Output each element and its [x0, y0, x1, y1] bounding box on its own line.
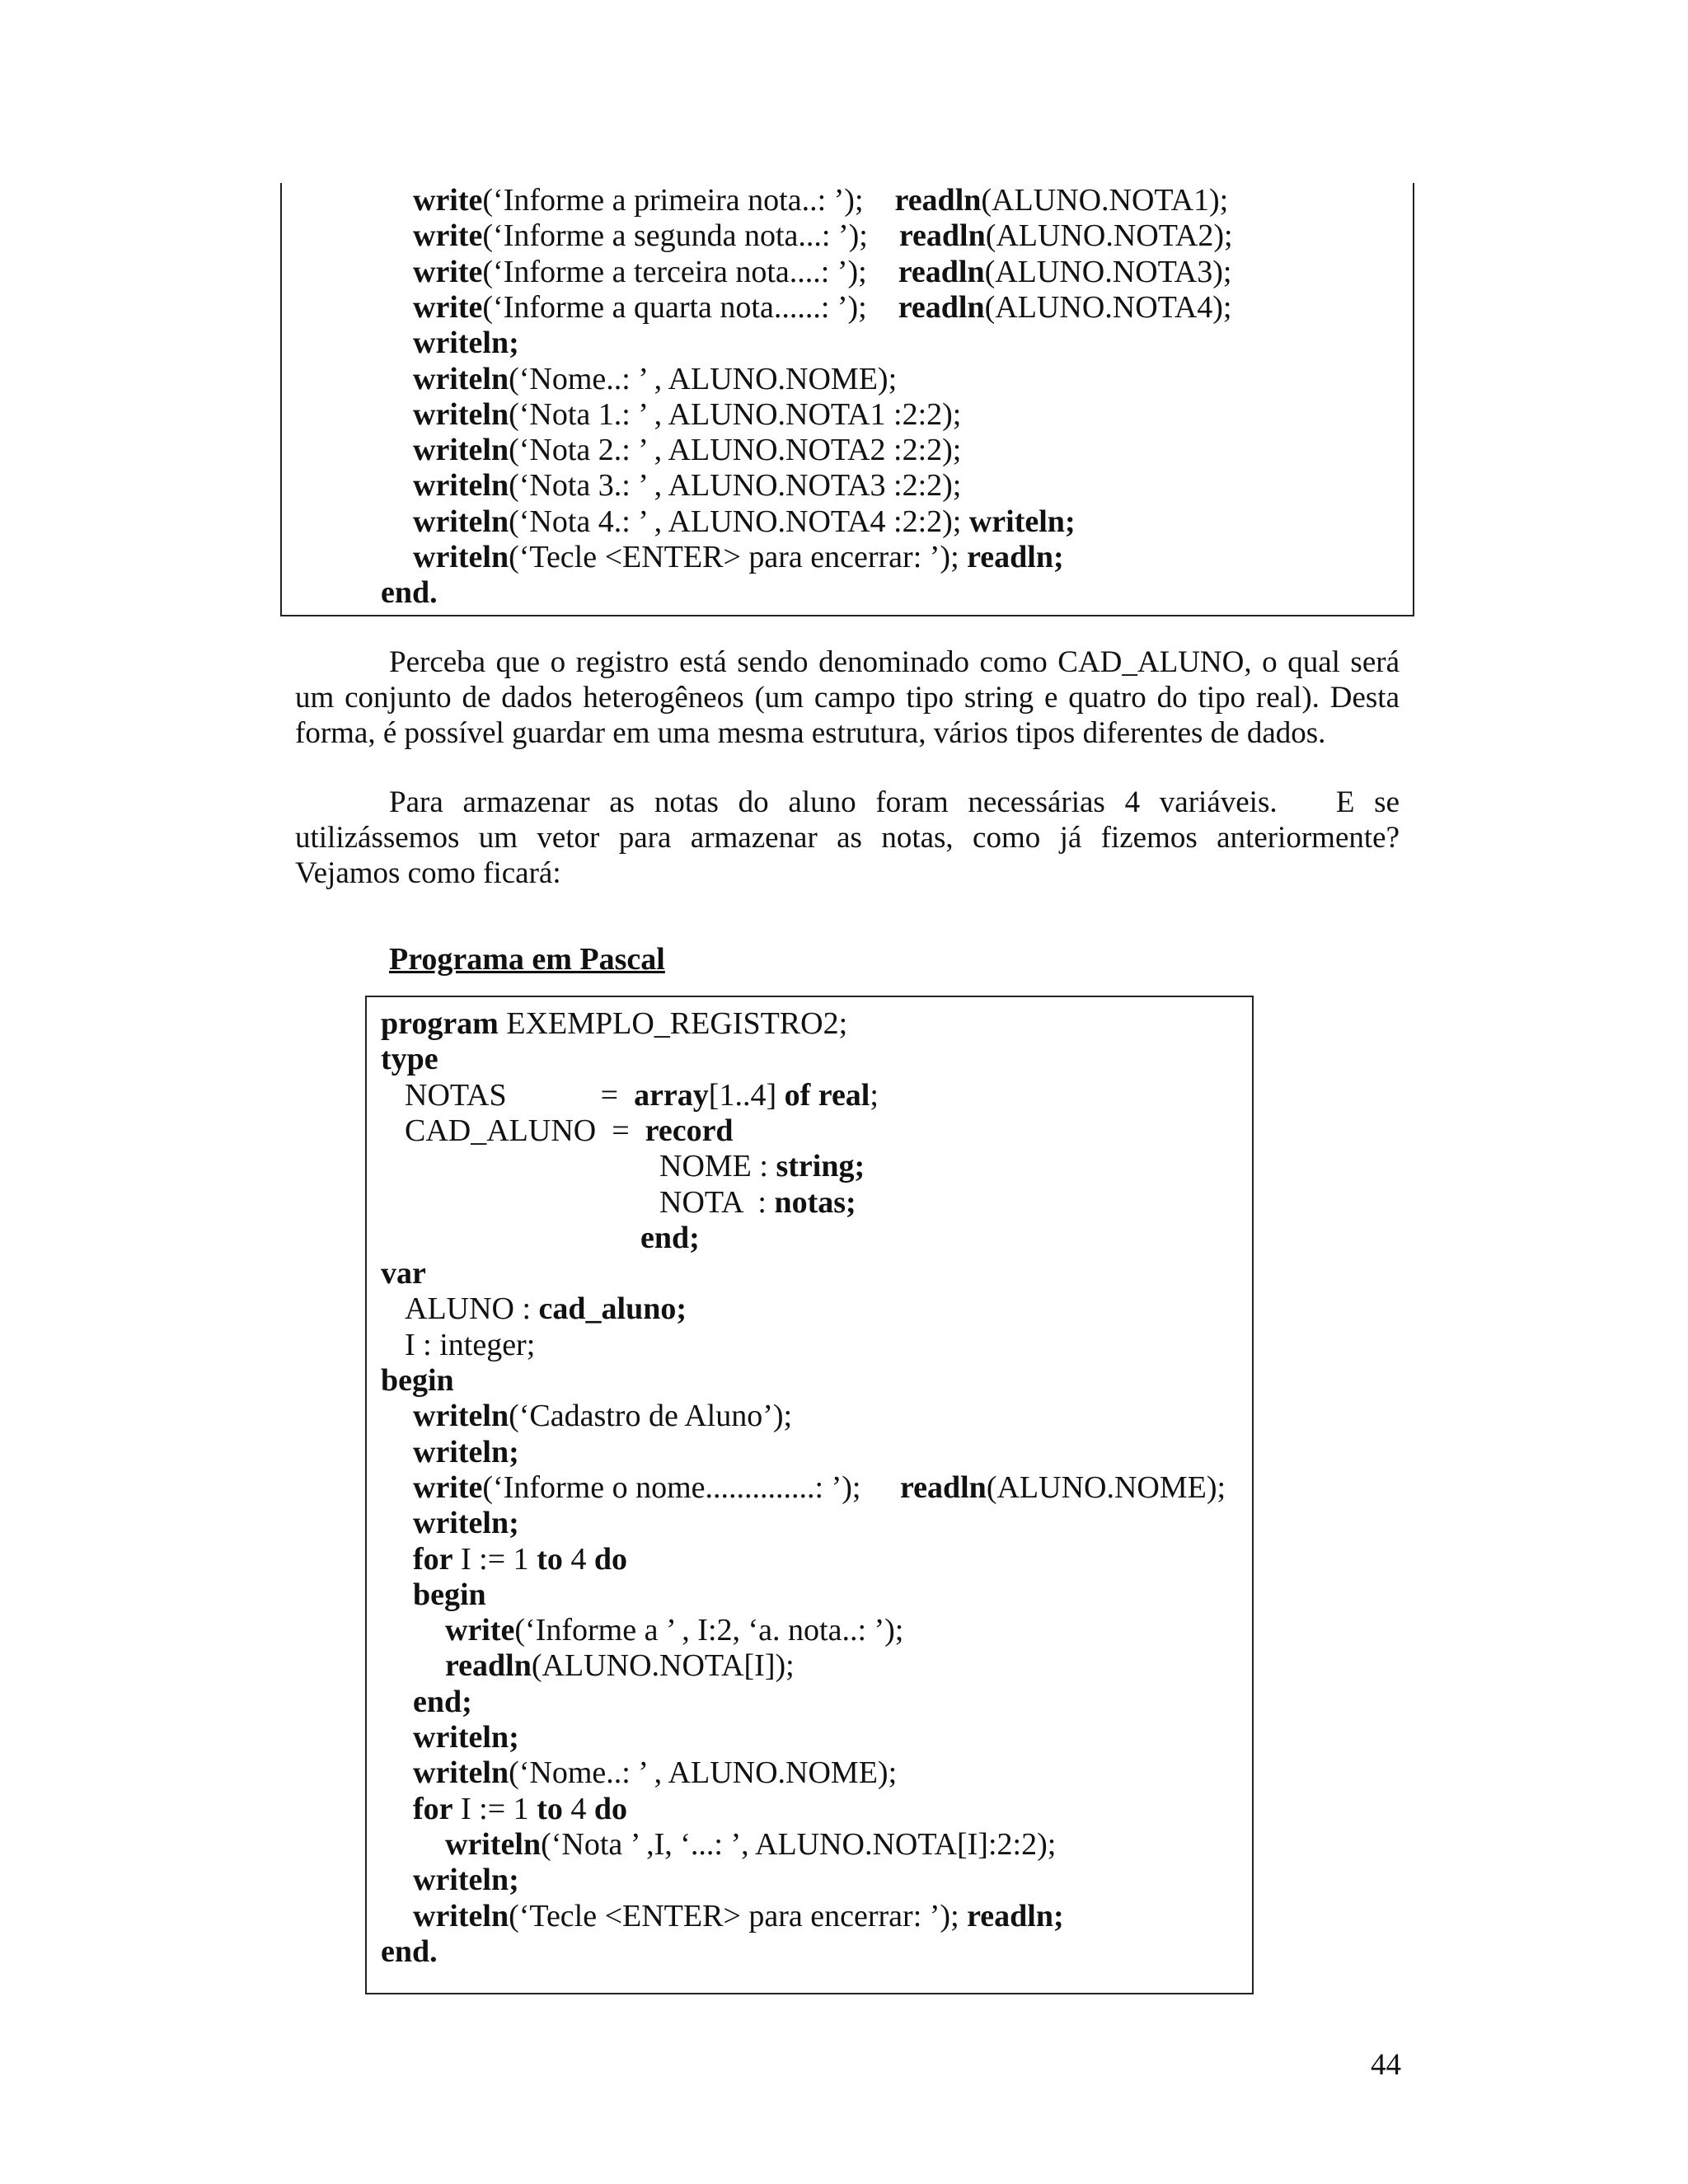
code-keyword: writeln [413, 1898, 509, 1933]
code-keyword: end; [413, 1684, 472, 1719]
section-heading: Programa em Pascal [389, 942, 665, 977]
code-keyword: writeln [413, 504, 509, 539]
code-line [413, 1435, 519, 1470]
code-text: ALUNO : [405, 1291, 539, 1327]
code-text: I := 1 [452, 1791, 537, 1826]
code-line [640, 1221, 700, 1256]
code-keyword: writeln; [413, 326, 519, 361]
code-text: (ALUNO.NOTA4); [984, 289, 1232, 325]
code-line [413, 397, 961, 433]
code-keyword: of real [784, 1077, 870, 1113]
code-line [659, 1149, 865, 1184]
code-text: (‘Informe a segunda nota...: ’); [482, 218, 899, 254]
code-keyword: write [413, 254, 483, 289]
code-line [413, 362, 897, 397]
code-keyword: writeln; [413, 1720, 519, 1755]
code-line [381, 575, 438, 611]
code-text: 4 [562, 1541, 594, 1577]
code-line [381, 1934, 438, 1970]
code-keyword: write [413, 1469, 483, 1505]
code-keyword: writeln; [413, 1434, 519, 1469]
paragraph-line: Perceba que o registro está sendo denominado como CAD_ALUNO, o qual será [389, 645, 1400, 679]
code-line [405, 1291, 687, 1327]
code-text: (‘Nota 2.: ’ , ALUNO.NOTA2 :2:2); [509, 433, 962, 468]
code-text: (‘Tecle <ENTER> para encerrar: ’); [509, 1898, 968, 1933]
code-line [413, 1685, 472, 1720]
code-keyword: readln [899, 1469, 987, 1505]
code-line [445, 1648, 795, 1684]
paragraph-line: um conjunto de dados heterogêneos (um campo tipo string e quatro do tipo real). Desta [295, 681, 1400, 715]
code-text: (‘Informe a quarta nota......: ’); [482, 289, 898, 325]
code-line [413, 1899, 1064, 1934]
code-line [413, 468, 961, 504]
code-line [381, 1256, 426, 1291]
code-keyword: write [413, 218, 483, 254]
code-keyword: readln [898, 254, 985, 289]
code-keyword: readln; [967, 1898, 1064, 1933]
code-line [413, 218, 1233, 254]
code-keyword: writeln [413, 396, 509, 432]
code-text: (‘Cadastro de Aluno’); [509, 1399, 793, 1434]
code-text: (‘Informe o nome..............: ’); [482, 1469, 900, 1505]
code-line [413, 1542, 627, 1577]
code-line [381, 1042, 438, 1077]
code-keyword: writeln [413, 361, 509, 396]
code-text: (ALUNO.NOTA[I]); [531, 1648, 795, 1684]
code-text: NOME : [659, 1149, 776, 1184]
code-line [413, 504, 1076, 540]
code-keyword: end; [640, 1220, 700, 1255]
code-keyword: var [381, 1256, 426, 1291]
code-text: CAD_ALUNO = [405, 1113, 645, 1148]
code-line [413, 1720, 519, 1755]
code-text: EXEMPLO_REGISTRO2; [498, 1006, 848, 1041]
code-keyword: readln [894, 183, 982, 218]
code-text: NOTA : [659, 1184, 775, 1220]
code-keyword: writeln; [413, 1506, 519, 1541]
code-keyword: begin [413, 1577, 486, 1612]
code-text: (‘Nome..: ’ , ALUNO.NOME); [509, 1755, 898, 1791]
code-line [445, 1613, 903, 1648]
code-keyword: writeln [413, 433, 509, 468]
code-line [413, 183, 1228, 218]
code-line [413, 433, 961, 468]
code-text: [1..4] [708, 1077, 785, 1113]
code-text: (ALUNO.NOTA1); [981, 183, 1229, 218]
code-keyword: record [645, 1113, 734, 1148]
code-keyword: do [593, 1791, 627, 1826]
code-line [413, 1399, 792, 1434]
code-keyword: writeln; [968, 504, 1076, 539]
code-keyword: begin [381, 1363, 454, 1398]
code-line [413, 1863, 519, 1898]
code-keyword: type [381, 1042, 438, 1077]
code-keyword: readln; [967, 540, 1064, 574]
paragraph-line: utilizássemos um vetor para armazenar as notas, como já fizemos anteriormente? [295, 821, 1400, 855]
code-line [405, 1328, 535, 1363]
code-keyword: do [593, 1541, 627, 1577]
code-keyword: write [413, 183, 483, 218]
code-keyword: array [634, 1077, 709, 1113]
code-keyword: writeln [445, 1826, 542, 1862]
code-keyword: program [381, 1006, 499, 1041]
code-line [413, 540, 1064, 575]
code-text: (‘Nota 4.: ’ , ALUNO.NOTA4 :2:2); [509, 504, 969, 539]
code-keyword: for [413, 1791, 453, 1826]
code-line [413, 255, 1231, 290]
code-text: (‘Informe a primeira nota..: ’); [482, 183, 895, 218]
code-line [413, 326, 519, 361]
code-keyword: cad_aluno; [538, 1291, 687, 1327]
code-text: (‘Informe a ’ , I:2, ‘a. nota..: ’); [514, 1613, 904, 1648]
code-keyword: writeln [413, 468, 509, 504]
code-text: (‘Nota 3.: ’ , ALUNO.NOTA3 :2:2); [509, 468, 962, 504]
code-keyword: write [445, 1613, 515, 1648]
code-line [381, 1363, 454, 1399]
code-text: (‘Nota ’ ,I, ‘...: ’, ALUNO.NOTA[I]:2:2); [541, 1826, 1057, 1862]
code-text: (‘Tecle <ENTER> para encerrar: ’); [509, 540, 968, 574]
code-text: (ALUNO.NOTA3); [984, 254, 1232, 289]
code-keyword: readln [898, 289, 985, 325]
code-keyword: end. [381, 1933, 438, 1969]
code-line [413, 1470, 1226, 1506]
code-line [405, 1113, 734, 1149]
code-keyword: readln [898, 218, 986, 254]
code-line [413, 1755, 897, 1791]
paragraph-registro [295, 644, 1400, 751]
code-keyword: to [537, 1791, 563, 1826]
code-keyword: readln [445, 1648, 532, 1684]
code-text: (‘Informe a terceira nota....: ’); [482, 254, 898, 289]
code-text: 4 [562, 1791, 594, 1826]
code-line [381, 1006, 847, 1042]
code-text: (‘Nota 1.: ’ , ALUNO.NOTA1 :2:2); [509, 396, 962, 432]
code-line [445, 1827, 1056, 1863]
code-text: (ALUNO.NOTA2); [985, 218, 1233, 254]
code-keyword: writeln [413, 540, 509, 574]
code-line [659, 1185, 856, 1221]
code-keyword: writeln; [413, 1863, 519, 1898]
code-keyword: write [413, 289, 483, 325]
code-text: (‘Nome..: ’ , ALUNO.NOME); [509, 361, 898, 396]
code-line [413, 290, 1231, 326]
page-number: 44 [1371, 2048, 1401, 2082]
code-keyword: writeln [413, 1755, 509, 1791]
paragraph-vetor [295, 785, 1400, 891]
paragraph-line: Vejamos como ficará: [295, 856, 561, 890]
code-text: ; [870, 1077, 879, 1113]
code-keyword: string; [776, 1149, 865, 1184]
code-keyword: for [413, 1541, 453, 1577]
code-keyword: end. [381, 575, 438, 611]
code-text: I := 1 [452, 1541, 537, 1577]
paragraph-line: Para armazenar as notas do aluno foram necessárias 4 variáveis. E se [389, 785, 1400, 819]
code-text: I : integer; [405, 1327, 536, 1362]
code-line [413, 1577, 486, 1613]
paragraph-line: forma, é possível guardar em uma mesma estrutura, vários tipos diferentes de dados. [295, 716, 1326, 750]
code-keyword: to [537, 1541, 563, 1577]
code-keyword: writeln [413, 1399, 509, 1434]
code-text: (ALUNO.NOME); [986, 1469, 1226, 1505]
code-line [405, 1078, 879, 1113]
code-line [413, 1506, 519, 1541]
code-line [413, 1792, 627, 1827]
code-text: NOTAS = [405, 1077, 635, 1113]
code-keyword: notas; [774, 1184, 856, 1220]
